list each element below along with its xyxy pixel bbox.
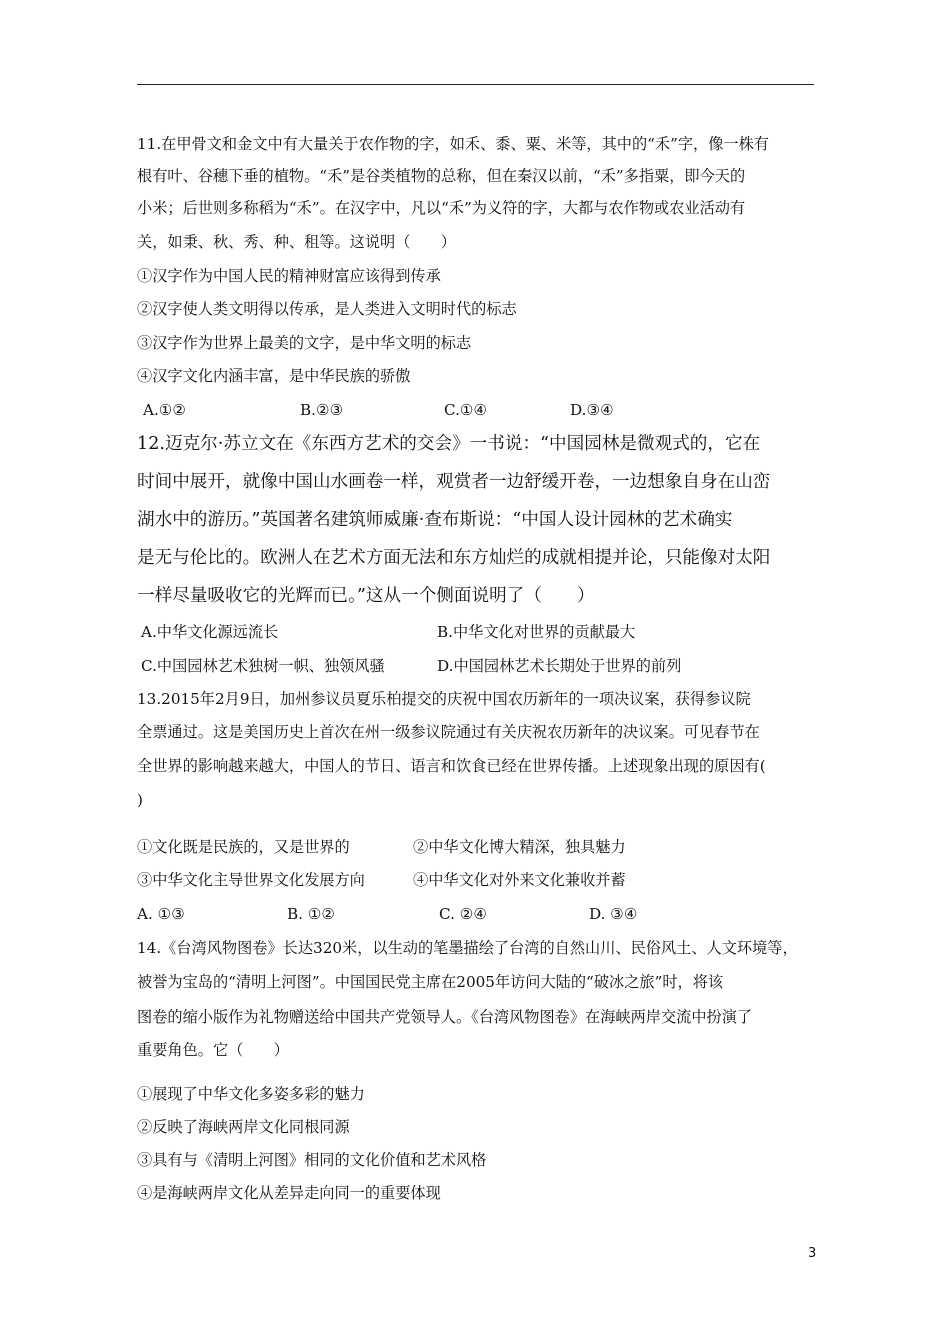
q12-option-c: C.中国园林艺术独树一帜、独领风骚: [141, 657, 385, 675]
q11-option-c: C.①④: [444, 401, 488, 419]
q14-item-1: ①展现了中华文化多姿多彩的魅力: [137, 1085, 365, 1103]
q13-item-3: ③中华文化主导世界文化发展方向: [137, 871, 365, 889]
q13-option-c: C. ②④: [439, 905, 487, 923]
q14-stem-line-3: 图卷的缩小版作为礼物赠送给中国共产党领导人。《台湾风物图卷》在海峡两岸交流中扮演了: [137, 1008, 753, 1026]
q13-item-1: ①文化既是民族的，又是世界的: [137, 838, 350, 856]
page-number: 3: [808, 1246, 817, 1261]
header-rule: [137, 84, 814, 85]
q11-item-4: ④汉字文化内涵丰富，是中华民族的骄傲: [137, 367, 411, 385]
q13-option-b: B. ①②: [287, 905, 336, 923]
q13-option-a: A. ①③: [137, 905, 185, 923]
q14-stem-line-4: 重要角色。它（ ）: [137, 1041, 289, 1059]
q13-item-4: ④中华文化对外来文化兼收并蓄: [413, 871, 626, 889]
q13-item-2: ②中华文化博大精深，独具魅力: [413, 838, 626, 856]
q11-stem-line-3: 小米；后世则多称稻为“禾”。在汉字中，凡以“禾”为义符的字，大都与农作物或农业活动有: [137, 199, 746, 217]
q13-stem-line-4: ): [137, 791, 143, 809]
q12-stem-line-2: 时间中展开，就像中国山水画卷一样，观赏者一边舒缓开卷，一边想象自身在山峦: [137, 472, 771, 492]
q14-stem-line-2: 被誉为宝岛的“清明上河图”。中国国民党主席在2005年访问大陆的“破冰之旅”时，将该: [137, 973, 724, 991]
q13-option-d: D. ③④: [589, 905, 638, 923]
q14-stem-line-1: 14.《台湾风物图卷》长达320米，以生动的笔墨描绘了台湾的自然山川、民俗风土、人文环境等，: [137, 939, 798, 957]
q12-stem-line-3: 湖水中的游历。”英国著名建筑师威廉·查布斯说：“中国人设计园林的艺术确实: [137, 510, 733, 530]
q12-stem-line-4: 是无与伦比的。欧洲人在艺术方面无法和东方灿烂的成就相提并论，只能像对太阳: [137, 548, 771, 568]
q14-item-3: ③具有与《清明上河图》相同的文化价值和艺术风格: [137, 1151, 487, 1169]
q12-stem-line-5: 一样尽量吸收它的光辉而已。”这从一个侧面说明了（ ）: [137, 586, 595, 606]
q14-item-2: ②反映了海峡两岸文化同根同源: [137, 1118, 350, 1136]
q11-option-d: D.③④: [570, 401, 614, 419]
q11-stem-line-2: 根有叶、谷穗下垂的植物。“禾”是谷类植物的总称，但在秦汉以前，“禾”多指粟，即今天的: [137, 167, 746, 185]
q13-stem-line-3: 全世界的影响越来越大，中国人的节日、语言和饮食已经在世界传播。上述现象出现的原因有(: [137, 757, 766, 775]
q13-stem-line-1: 13.2015年2月9日，加州参议员夏乐柏提交的庆祝中国农历新年的一项决议案，获得参议院: [137, 690, 751, 708]
q11-stem-line-1: 11.在甲骨文和金文中有大量关于农作物的字，如禾、黍、粟、米等，其中的“禾”字，像一株有: [137, 135, 769, 153]
q11-option-a: A.①②: [143, 401, 187, 419]
q11-item-3: ③汉字作为世界上最美的文字，是中华文明的标志: [137, 334, 472, 352]
q12-option-d: D.中国园林艺术长期处于世界的前列: [437, 657, 682, 675]
q12-option-b: B.中华文化对世界的贡献最大: [437, 623, 636, 641]
q14-item-4: ④是海峡两岸文化从差异走向同一的重要体现: [137, 1184, 441, 1202]
q12-stem-line-1: 12.迈克尔·苏立文在《东西方艺术的交会》一书说：“中国园林是微观式的，它在: [137, 434, 761, 454]
q11-stem-line-4: 关，如秉、秋、秀、种、租等。这说明（ ）: [137, 233, 456, 251]
q11-option-b: B.②③: [300, 401, 344, 419]
q12-option-a: A.中华文化源远流长: [141, 623, 279, 641]
q11-item-2: ②汉字使人类文明得以传承，是人类进入文明时代的标志: [137, 300, 517, 318]
q13-stem-line-2: 全票通过。这是美国历史上首次在州一级参议院通过有关庆祝农历新年的决议案。可见春节在: [137, 723, 760, 741]
q11-item-1: ①汉字作为中国人民的精神财富应该得到传承: [137, 267, 441, 285]
